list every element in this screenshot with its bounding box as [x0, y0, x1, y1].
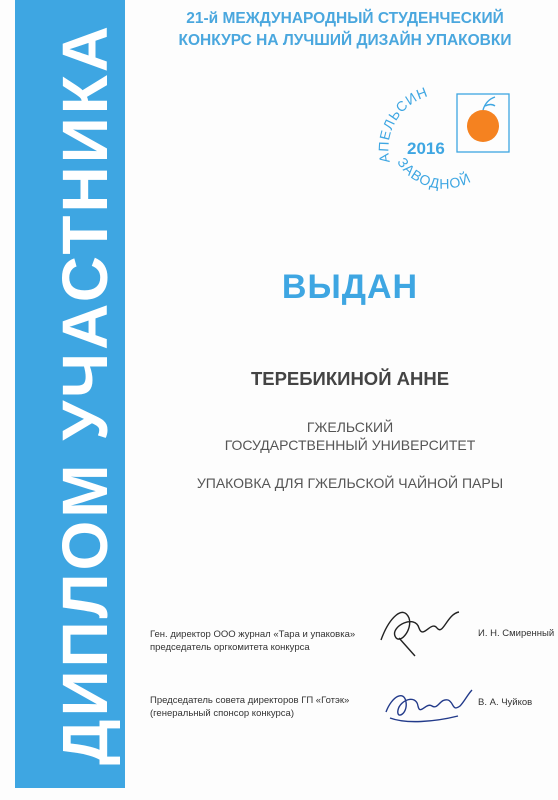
logo-arc-top: АПЕЛЬСИН	[375, 83, 431, 164]
logo-arc-bottom: ЗАВОДНОЙ	[394, 154, 474, 192]
contest-line-1: 21-й МЕЖДУНАРОДНЫЙ СТУДЕНЧЕСКИЙ	[186, 10, 504, 27]
signer-2-role-line-2: (генеральный спонсор конкурса)	[150, 708, 294, 719]
signer-2-role	[150, 694, 349, 720]
signer-1-role-line-1: Ген. директор ООО журнал «Тара и упаковка»	[150, 629, 356, 640]
signature-2	[382, 676, 474, 734]
university-name	[150, 418, 550, 454]
issued-heading: ВЫДАН	[281, 268, 419, 306]
logo-year: 2016	[407, 139, 445, 158]
orange-logo	[375, 82, 525, 194]
signature-1	[375, 598, 470, 660]
signer-1-role	[150, 628, 355, 654]
contest-line-2: КОНКУРС НА ЛУЧШИЙ ДИЗАЙН УПАКОВКИ	[178, 32, 512, 49]
signer-1-name: И. Н. Смиренный	[478, 628, 555, 639]
leaf-icon	[483, 97, 495, 110]
orange-fruit-icon	[467, 110, 499, 142]
vertical-title-band	[15, 0, 125, 788]
diploma-title: ДИПЛОМ УЧАСТНИКА	[49, 23, 121, 765]
recipient-name: ТЕРЕБИКИНОЙ АННЕ	[250, 368, 450, 389]
university-line-2: ГОСУДАРСТВЕННЫЙ УНИВЕРСИТЕТ	[224, 437, 476, 453]
signer-1-role-line-2: председатель оргкомитета конкурса	[150, 642, 310, 653]
university-line-1: ГЖЕЛЬСКИЙ	[306, 419, 394, 435]
signer-2-role-line-1: Председатель совета директоров ГП «Готэк»	[150, 695, 350, 706]
signer-2-name: В. А. Чуйков	[478, 697, 533, 708]
work-title: УПАКОВКА ДЛЯ ГЖЕЛЬСКОЙ ЧАЙНОЙ ПАРЫ	[196, 475, 504, 491]
contest-name	[140, 8, 550, 52]
